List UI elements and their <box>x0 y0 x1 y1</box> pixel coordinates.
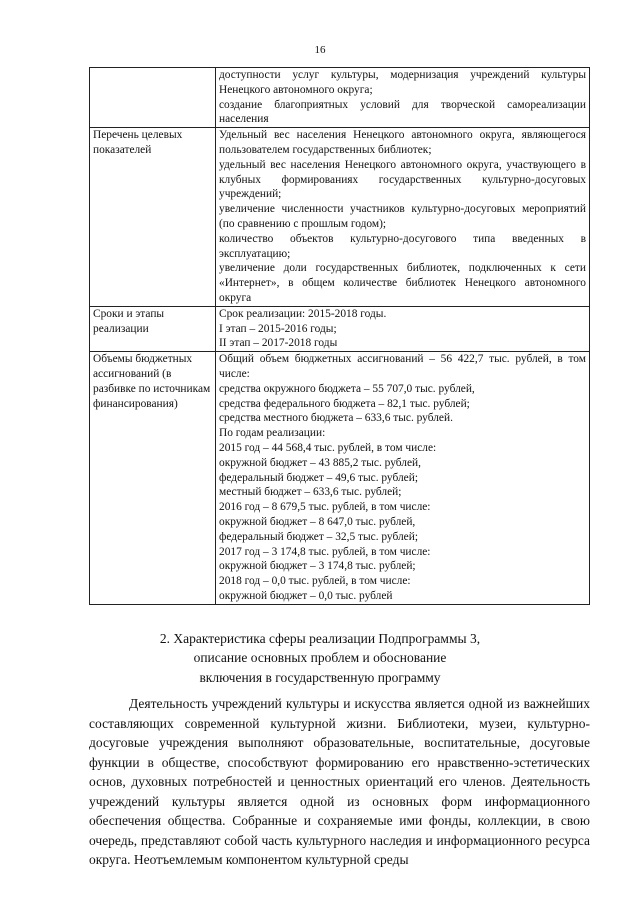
value-line: окружной бюджет – 8 647,0 тыс. рублей, <box>219 515 416 528</box>
value-line: окружной бюджет – 3 174,8 тыс. рублей; <box>219 560 416 573</box>
value-line: 2015 год – 44 568,4 тыс. рублей, в том числе: <box>219 441 437 454</box>
value-line: По годам реализации: <box>219 427 326 440</box>
value-line: 2016 год – 8 679,5 тыс. рублей, в том числе: <box>219 501 431 514</box>
page-number: 16 <box>314 44 326 56</box>
row-label: Объемы бюджетных ассигнований (в разбивке по источникам финансирования) <box>90 352 216 605</box>
value-line: удельный вес населения Ненецкого автономного округа, участвующего в клубных формированиях государственных культурно-досуговых учреждений; <box>219 158 586 201</box>
value-line: окружной бюджет – 43 885,2 тыс. рублей, <box>219 456 421 469</box>
row-value <box>216 68 590 128</box>
value-line: окружной бюджет – 0,0 тыс. рублей <box>219 589 393 602</box>
value-line: 2017 год – 3 174,8 тыс. рублей, в том числе: <box>219 545 431 558</box>
section-heading-line-2: описание основных проблем и обоснование <box>193 650 447 666</box>
value-line: местный бюджет – 633,6 тыс. рублей; <box>219 486 402 499</box>
value-line: Общий объем бюджетных ассигнований – 56 422,7 тыс. рублей, в том числе: <box>219 353 586 380</box>
row-value <box>216 352 590 605</box>
value-line: Удельный вес населения Ненецкого автономного округа, являющегося пользователем государственных библиотек; <box>219 129 586 156</box>
passport-row <box>90 306 590 351</box>
value-line: средства окружного бюджета – 55 707,0 тыс. рублей, <box>219 382 475 395</box>
row-value <box>216 306 590 351</box>
value-line: создание благоприятных условий для творческой самореализации населения <box>219 98 586 126</box>
body-text <box>89 694 590 870</box>
section-heading <box>0 629 640 687</box>
value-line: II этап – 2017-2018 годы <box>219 337 338 350</box>
value-line: I этап – 2015-2016 годы; <box>219 322 337 335</box>
section-heading-line-3: включения в государственную программу <box>199 669 441 685</box>
value-line: доступности услуг культуры, модернизация учреждений культуры Ненецкого автономного округа; <box>219 69 586 96</box>
value-line: федеральный бюджет – 49,6 тыс. рублей; <box>219 471 418 484</box>
passport-row <box>90 352 590 605</box>
value-line: увеличение численности участников культурно-досуговых мероприятий (по сравнению с прошлым годом); <box>219 203 586 230</box>
row-value <box>216 128 590 307</box>
row-label: Перечень целевых показателей <box>90 128 216 307</box>
value-line: количество объектов культурно-досугового типа введенных в эксплуатацию; <box>219 232 586 260</box>
body-paragraph: Деятельность учреждений культуры и искусства является одной из важнейших составляющих современной культурной жизни. Библиотеки, музеи, культурно-досуговые учреждения выполняют образовательные, воспитательные, досуговые функции в обществе, способствуют формированию его нравственно-эстетических основ, духовных потребностей и ценностных ориентаций его членов. Деятельность учреждений культуры является одной из основных форм информационного обеспечения общества. Собранные и сохраняемые ими фонды, коллекции, в свою очередь, представляют собой часть культурного наследия и информационного ресурса округа. Неотъемлемым компонентом культурной среды <box>89 696 590 867</box>
passport-row <box>90 68 590 128</box>
row-label: Сроки и этапы реализации <box>90 306 216 351</box>
value-line: Срок реализации: 2015-2018 годы. <box>219 307 387 320</box>
value-line: 2018 год – 0,0 тыс. рублей, в том числе: <box>219 575 411 588</box>
passport-row <box>90 128 590 307</box>
value-line: федеральный бюджет – 32,5 тыс. рублей; <box>219 530 418 543</box>
passport-table <box>89 67 590 605</box>
section-heading-line-1: 2. Характеристика сферы реализации Подпрограммы 3, <box>159 631 481 646</box>
value-line: средства местного бюджета – 633,6 тыс. рублей. <box>219 412 453 425</box>
value-line: средства федерального бюджета – 82,1 тыс. рублей; <box>219 397 470 410</box>
row-label <box>90 68 216 128</box>
value-line: увеличение доли государственных библиотек, подключенных к сети «Интернет», в общем количестве библиотек Ненецкого автономного округа <box>219 262 586 304</box>
